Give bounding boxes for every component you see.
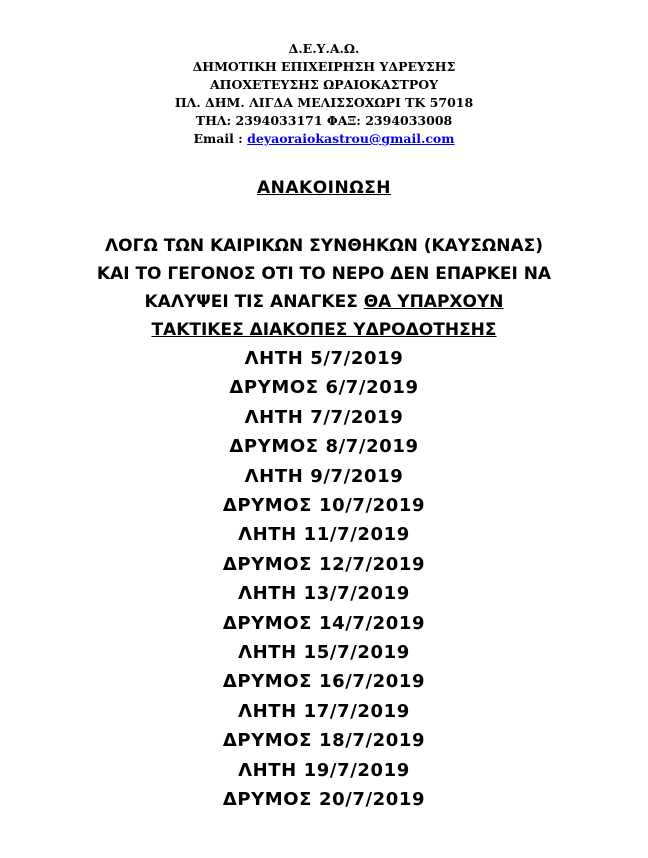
schedule-row: ΔΡΥΜΟΣ 12/7/2019 (222, 553, 426, 575)
schedule-row: ΔΡΥΜΟΣ 10/7/2019 (222, 495, 426, 517)
org-name-line-2: ΑΠΟΧΕΤΕΥΣΗΣ ΩΡΑΙΟΚΑΣΤΡΟΥ (209, 77, 439, 92)
org-phone-fax: ΤΗΛ: 2394033171 ΦΑΞ: 2394033008 (195, 113, 453, 128)
schedule-row: ΛΗΤΗ 9/7/2019 (244, 465, 404, 487)
schedule-row: ΔΡΥΜΟΣ 14/7/2019 (222, 612, 426, 634)
email-label: Email : (193, 131, 248, 146)
letterhead (0, 40, 648, 148)
org-address: ΠΛ. ΔΗΜ. ΛΙΓΔΑ ΜΕΛΙΣΣΟΧΩΡΙ ΤΚ 57018 (174, 95, 474, 110)
org-email-line (0, 130, 648, 148)
schedule-row: ΔΡΥΜΟΣ 18/7/2019 (222, 730, 426, 752)
schedule-row: ΛΗΤΗ 17/7/2019 (238, 700, 410, 722)
org-name-line-1: ΔΗΜΟΤΙΚΗ ΕΠΙΧΕΙΡΗΣΗ ΥΔΡΕΥΣΗΣ (192, 59, 456, 74)
schedule-row: ΔΡΥΜΟΣ 6/7/2019 (229, 377, 419, 399)
schedule-row: ΔΡΥΜΟΣ 8/7/2019 (229, 436, 419, 458)
interruption-schedule (0, 344, 648, 815)
schedule-row: ΛΗΤΗ 19/7/2019 (238, 759, 410, 781)
notice-line-4: ΤΑΚΤΙΚΕΣ ΔΙΑΚΟΠΕΣ ΥΔΡΟΔΟΤΗΣΗΣ (151, 320, 497, 340)
announcement-body (0, 232, 648, 344)
announcement-title: ΑΝΑΚΟΙΝΩΣΗ (256, 178, 391, 198)
org-acronym: Δ.Ε.Υ.Α.Ω. (288, 41, 360, 56)
schedule-row: ΛΗΤΗ 13/7/2019 (238, 583, 410, 605)
notice-line-1: ΛΟΓΩ ΤΩΝ ΚΑΙΡΙΚΩΝ ΣΥΝΘΗΚΩΝ (ΚΑΥΣΩΝΑΣ) (104, 236, 544, 256)
schedule-row: ΛΗΤΗ 5/7/2019 (244, 348, 404, 369)
schedule-row: ΔΡΥΜΟΣ 16/7/2019 (222, 671, 426, 693)
schedule-row: ΛΗΤΗ 11/7/2019 (238, 524, 410, 546)
email-link[interactable]: deyaoraiokastrou@gmail.com (247, 131, 455, 146)
notice-line-3-plain: ΚΑΛΥΨΕΙ ΤΙΣ ΑΝΑΓΚΕΣ (144, 292, 364, 312)
schedule-row: ΛΗΤΗ 7/7/2019 (244, 406, 404, 428)
notice-line-3-underlined: ΘΑ ΥΠΑΡΧΟΥΝ (363, 292, 504, 312)
schedule-row: ΔΡΥΜΟΣ 20/7/2019 (222, 789, 426, 811)
notice-line-3 (0, 288, 648, 316)
schedule-row: ΛΗΤΗ 15/7/2019 (238, 642, 410, 664)
notice-line-2: ΚΑΙ ΤΟ ΓΕΓΟΝΟΣ ΟΤΙ ΤΟ ΝΕΡΟ ΔΕΝ ΕΠΑΡΚΕΙ ΝΑ (96, 264, 552, 284)
